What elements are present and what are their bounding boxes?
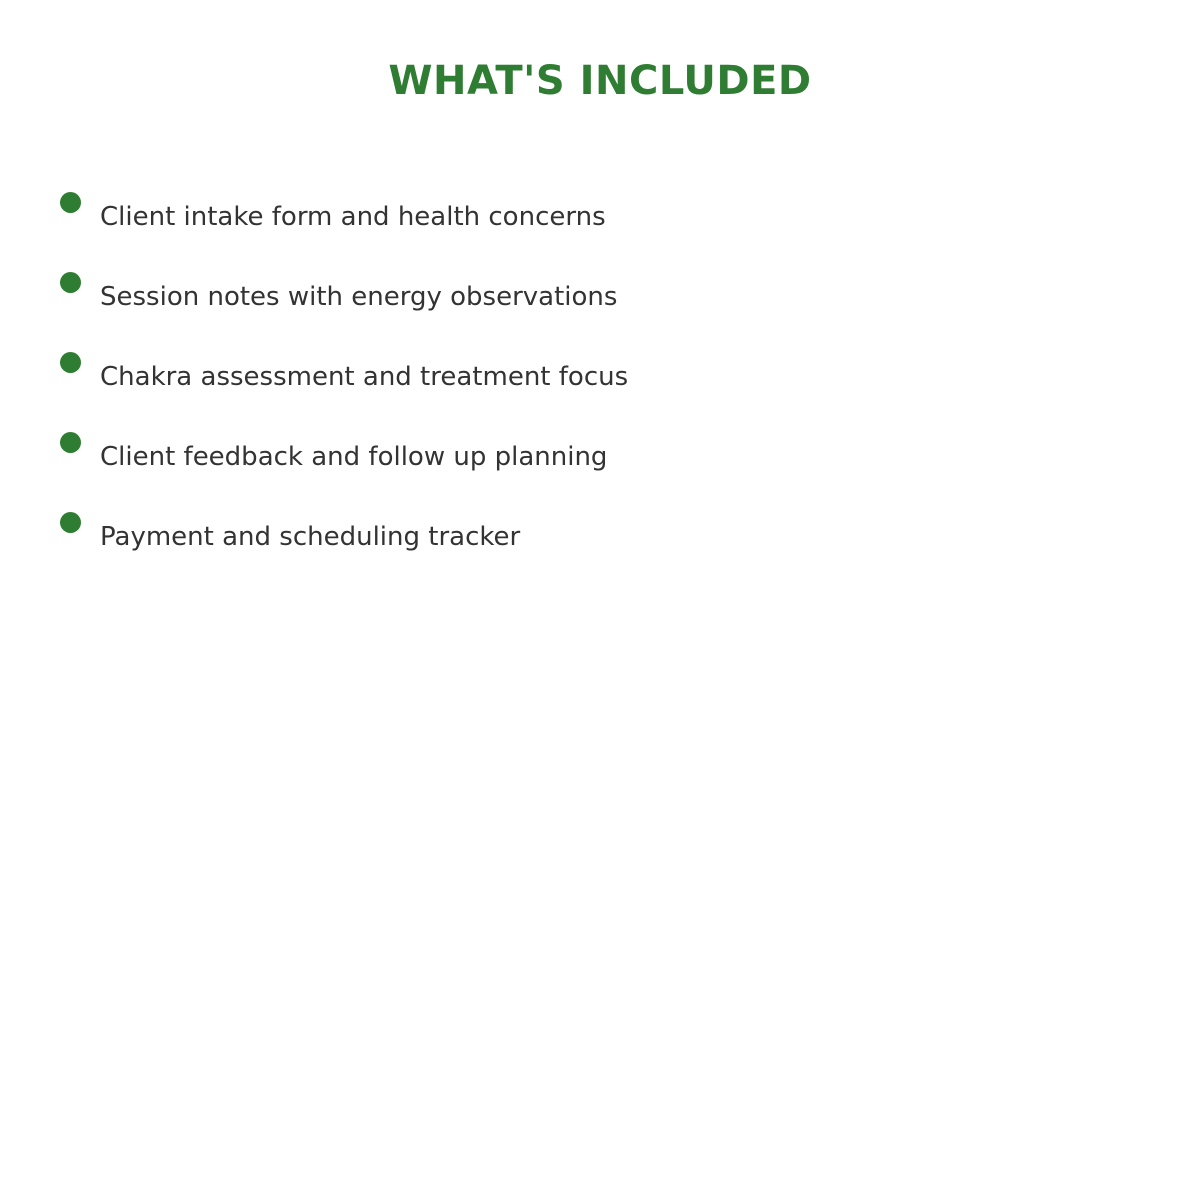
- bullet-icon: [60, 432, 81, 453]
- bullet-icon: [60, 192, 81, 213]
- list-item: [60, 350, 1140, 430]
- bullet-icon: [60, 272, 81, 293]
- feature-label: Chakra assessment and treatment focus: [100, 362, 629, 392]
- list-item: [60, 190, 1140, 270]
- list-item: [60, 270, 1140, 350]
- feature-label: Client intake form and health concerns: [100, 202, 606, 232]
- feature-label: Session notes with energy observations: [100, 282, 618, 312]
- bullet-icon: [60, 352, 81, 373]
- bullet-icon: [60, 512, 81, 533]
- page-title: WHAT'S INCLUDED: [388, 58, 812, 104]
- list-item: [60, 430, 1140, 510]
- feature-label: Client feedback and follow up planning: [100, 442, 608, 472]
- list-item: [60, 510, 1140, 590]
- feature-list: [60, 190, 1140, 590]
- feature-label: Payment and scheduling tracker: [100, 522, 521, 552]
